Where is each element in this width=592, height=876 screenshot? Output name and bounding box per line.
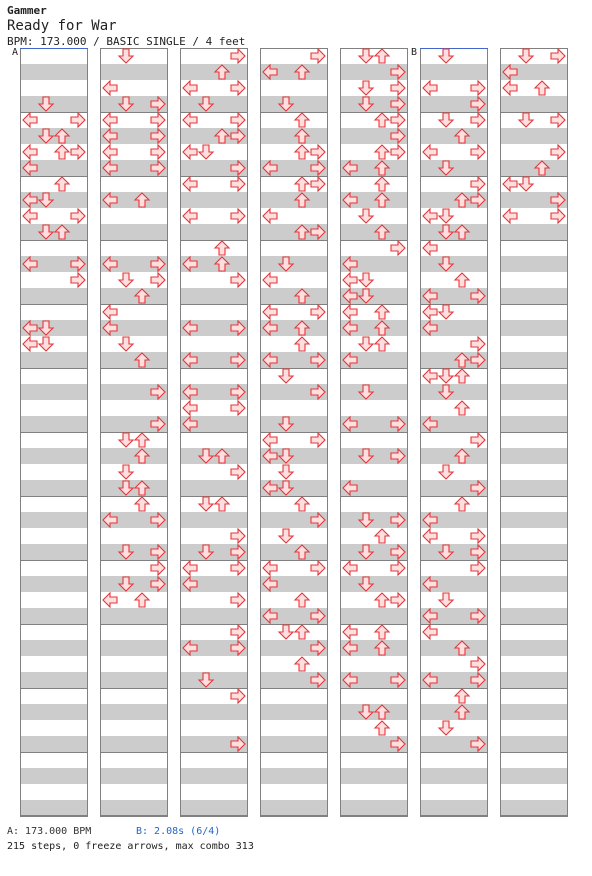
beat-stripe xyxy=(100,736,168,752)
beat-stripe xyxy=(420,384,488,400)
beat-stripe xyxy=(500,768,568,784)
beat-stripe xyxy=(180,672,248,688)
artist-name: Gammer xyxy=(7,4,47,17)
beat-stripe xyxy=(500,640,568,656)
step-stats: 215 steps, 0 freeze arrows, max combo 313 xyxy=(7,841,254,852)
beat-stripe xyxy=(100,704,168,720)
beat-stripe xyxy=(100,768,168,784)
marker-b: B xyxy=(411,47,418,58)
beat-stripe xyxy=(180,96,248,112)
beat-stripe xyxy=(500,288,568,304)
beat-stripe xyxy=(100,224,168,240)
beat-stripe xyxy=(500,512,568,528)
beat-stripe xyxy=(500,736,568,752)
beat-stripe xyxy=(420,640,488,656)
beat-stripe xyxy=(340,768,408,784)
beat-stripe xyxy=(180,448,248,464)
beat-stripe xyxy=(420,704,488,720)
beat-stripe xyxy=(100,64,168,80)
beat-stripe xyxy=(500,704,568,720)
beat-stripe xyxy=(260,192,328,208)
beat-stripe xyxy=(500,480,568,496)
beat-stripe xyxy=(340,608,408,624)
beat-stripe xyxy=(340,704,408,720)
beat-stripe xyxy=(100,288,168,304)
beat-stripe xyxy=(20,448,88,464)
beat-stripe xyxy=(500,128,568,144)
beat-stripe xyxy=(340,800,408,816)
beat-stripe xyxy=(340,384,408,400)
beat-stripe xyxy=(500,352,568,368)
beat-stripe xyxy=(500,416,568,432)
beat-stripe xyxy=(20,512,88,528)
beat-stripe xyxy=(20,384,88,400)
beat-stripe xyxy=(20,704,88,720)
chart-column xyxy=(500,48,568,817)
beat-stripe xyxy=(500,160,568,176)
beat-stripe xyxy=(20,544,88,560)
beat-stripe xyxy=(420,64,488,80)
beat-stripe xyxy=(420,768,488,784)
beat-stripe xyxy=(180,64,248,80)
beat-stripe xyxy=(180,192,248,208)
beat-stripe xyxy=(180,704,248,720)
beat-stripe xyxy=(260,256,328,272)
beat-stripe xyxy=(100,448,168,464)
bpm-label: A: 173.000 BPM xyxy=(7,826,92,837)
beat-stripe xyxy=(500,576,568,592)
beat-stripe xyxy=(500,320,568,336)
beat-stripe xyxy=(20,128,88,144)
song-title: Ready for War xyxy=(7,18,117,34)
beat-stripe xyxy=(20,800,88,816)
beat-stripe xyxy=(420,160,488,176)
beat-stripe xyxy=(500,800,568,816)
beat-stripe xyxy=(420,800,488,816)
beat-stripe xyxy=(180,800,248,816)
beat-stripe xyxy=(180,224,248,240)
beat-stripe xyxy=(20,96,88,112)
beat-stripe xyxy=(500,448,568,464)
beat-stripe xyxy=(180,288,248,304)
beat-stripe xyxy=(100,608,168,624)
beat-stripe xyxy=(500,672,568,688)
beat-stripe xyxy=(20,352,88,368)
beat-stripe xyxy=(500,384,568,400)
beat-stripe xyxy=(260,128,328,144)
beat-stripe xyxy=(20,608,88,624)
beat-stripe xyxy=(260,544,328,560)
beat-stripe xyxy=(340,576,408,592)
beat-stripe xyxy=(180,608,248,624)
beat-stripe xyxy=(20,224,88,240)
beat-stripe xyxy=(20,480,88,496)
beat-stripe xyxy=(20,768,88,784)
beat-stripe xyxy=(100,800,168,816)
beat-stripe xyxy=(20,288,88,304)
beat-stripe xyxy=(340,224,408,240)
beat-stripe xyxy=(20,64,88,80)
beat-stripe xyxy=(180,512,248,528)
beat-stripe xyxy=(260,736,328,752)
beat-stripe xyxy=(100,480,168,496)
beat-stripe xyxy=(260,96,328,112)
beat-stripe xyxy=(260,800,328,816)
chart-meta: BPM: 173.000 / BASIC SINGLE / 4 feet xyxy=(7,35,246,48)
beat-stripe xyxy=(260,768,328,784)
beat-stripe xyxy=(420,128,488,144)
beat-stripe xyxy=(20,672,88,688)
marker-a: A xyxy=(12,47,19,58)
beat-stripe xyxy=(260,704,328,720)
beat-stripe xyxy=(100,352,168,368)
beat-stripe xyxy=(20,576,88,592)
beat-stripe xyxy=(100,640,168,656)
beat-stripe xyxy=(420,224,488,240)
beat-stripe xyxy=(20,416,88,432)
beat-stripe xyxy=(500,256,568,272)
beat-stripe xyxy=(100,672,168,688)
beat-stripe xyxy=(420,448,488,464)
beat-stripe xyxy=(500,544,568,560)
beat-stripe xyxy=(500,608,568,624)
beat-stripe xyxy=(180,480,248,496)
beat-stripe xyxy=(500,224,568,240)
stop-label: B: 2.08s (6/4) xyxy=(136,826,221,837)
beat-stripe xyxy=(20,640,88,656)
beat-stripe xyxy=(20,736,88,752)
beat-stripe xyxy=(500,96,568,112)
beat-stripe xyxy=(260,288,328,304)
beat-stripe xyxy=(260,416,328,432)
beat-stripe xyxy=(180,768,248,784)
beat-stripe xyxy=(420,256,488,272)
